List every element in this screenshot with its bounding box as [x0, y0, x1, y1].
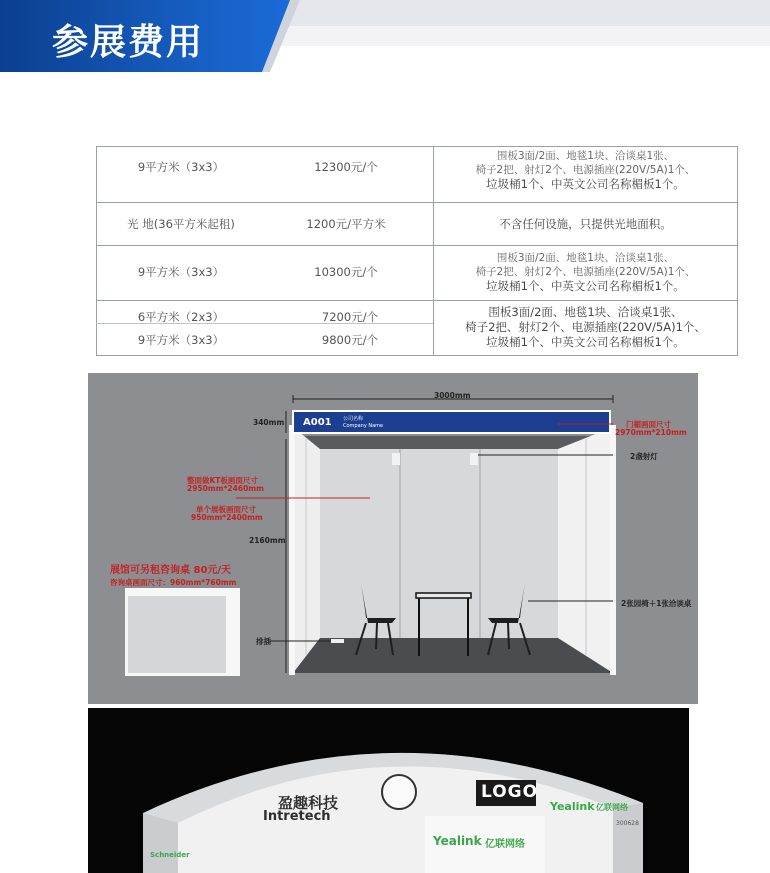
desc-line: 垃圾桶1个、中英文公司名称楣板1个。 — [486, 177, 685, 191]
table-cell-price: 10300元/个 — [314, 265, 378, 279]
table-cell-area: 9平方米（3x3） — [137, 333, 225, 347]
booth-logo: LOGO — [481, 782, 539, 802]
left-column — [143, 813, 178, 873]
spotlight-icon — [392, 453, 400, 465]
furniture-label: 2张园椅＋1张洽谈桌 — [621, 599, 692, 608]
row-divider — [96, 245, 738, 246]
table-cell-price: 9800元/个 — [321, 333, 379, 347]
panel-size: 950mm*2400mm — [191, 513, 263, 522]
fascia-size: 2970mm*210mm — [615, 428, 687, 437]
desc-line: 围板3面/2面、地毯1块、洽谈桌1张、 — [488, 305, 683, 319]
table-cell-price: 1200元/平方米 — [306, 217, 386, 231]
dimension-label: 2160mm — [249, 536, 286, 545]
desc-line: 围板3面/2面、地毯1块、洽谈桌1张、 — [496, 150, 675, 162]
desk-front — [128, 596, 226, 673]
corner-post — [610, 425, 616, 675]
back-wall — [320, 449, 558, 638]
corner-post — [289, 425, 295, 675]
right-column — [613, 803, 643, 873]
spotlight-icon — [470, 453, 478, 465]
desc-line: 垃圾桶1个、中英文公司名称楣板1个。 — [486, 279, 685, 293]
table-cell-area: 9平方米（3x3） — [137, 160, 225, 174]
desk-size: 咨询桌画面尺寸：960mm*760mm — [110, 578, 237, 587]
table-cell-area: 光 地(36平方米起租) — [127, 217, 235, 231]
table-cell-price: 12300元/个 — [314, 160, 378, 174]
price-table — [96, 146, 738, 356]
power-strip — [331, 639, 344, 643]
desc-line: 垃圾桶1个、中英文公司名称楣板1个。 — [486, 335, 685, 349]
intretech-en: Intretech — [263, 809, 331, 824]
carpet — [293, 638, 613, 673]
table-cell-desc — [433, 251, 738, 293]
stock-code: 300628 — [616, 820, 639, 827]
yealink-top-cn: 亿联网络 — [596, 803, 628, 812]
desc-line: 椅子2把、射灯2个、电源插座(220V/5A)1个、 — [475, 164, 696, 176]
dimension-label: 3000mm — [434, 391, 471, 400]
page-title: 参展费用 — [52, 22, 205, 63]
row-divider — [96, 202, 738, 203]
schneider-logo: Schneider — [150, 851, 190, 859]
desc-line: 椅子2把、射灯2个、电源插座(220V/5A)1个、 — [475, 266, 696, 278]
table-cell-desc — [433, 217, 738, 231]
desc-line: 围板3面/2面、地毯1块、洽谈桌1张、 — [496, 252, 675, 264]
fascia-en: Company Name — [343, 423, 384, 429]
partner-logo-icon — [382, 775, 416, 809]
dimension-label: 340mm — [253, 418, 285, 427]
table-cell-desc — [433, 149, 738, 191]
booth-diagram — [88, 373, 698, 704]
fascia-size-title: 门楣画面尺寸 — [626, 420, 671, 429]
booth-code: A001 — [303, 417, 332, 428]
desc-line: 不含任何设施，只提供光地面积。 — [499, 217, 672, 231]
kt-size: 2950mm*2460mm — [187, 484, 264, 493]
row-divider — [96, 300, 738, 301]
booth-photo — [88, 708, 689, 873]
kt-title: 整面做KT板画面尺寸 — [187, 476, 258, 485]
meeting-table — [416, 593, 471, 598]
panel-title: 单个展板画面尺寸 — [196, 505, 256, 514]
table-cell-price: 7200元/个 — [321, 310, 379, 324]
booth-render — [88, 708, 689, 873]
desc-line: 椅子2把、射灯2个、电源插座(220V/5A)1个、 — [465, 320, 706, 334]
table-cell-desc — [433, 305, 738, 350]
booth-drawing — [88, 373, 698, 704]
yealink-top: Yealink — [550, 800, 595, 813]
yealink-cn: 亿联网络 — [485, 839, 525, 850]
table-cell-area: 6平方米（2x3） — [137, 310, 225, 324]
desk-rent: 展馆可另租咨询桌 80元/天 — [110, 565, 232, 576]
socket-label: 排插 — [256, 637, 271, 646]
yealink-logo: Yealink — [433, 834, 482, 848]
fascia-board — [293, 411, 610, 433]
table-cell-area: 9平方米（3x3） — [137, 265, 225, 279]
spotlight-label: 2盏射灯 — [630, 452, 658, 461]
intretech-cn: 盈趣科技 — [278, 794, 339, 812]
fascia-cn: 公司名称 — [343, 416, 364, 422]
